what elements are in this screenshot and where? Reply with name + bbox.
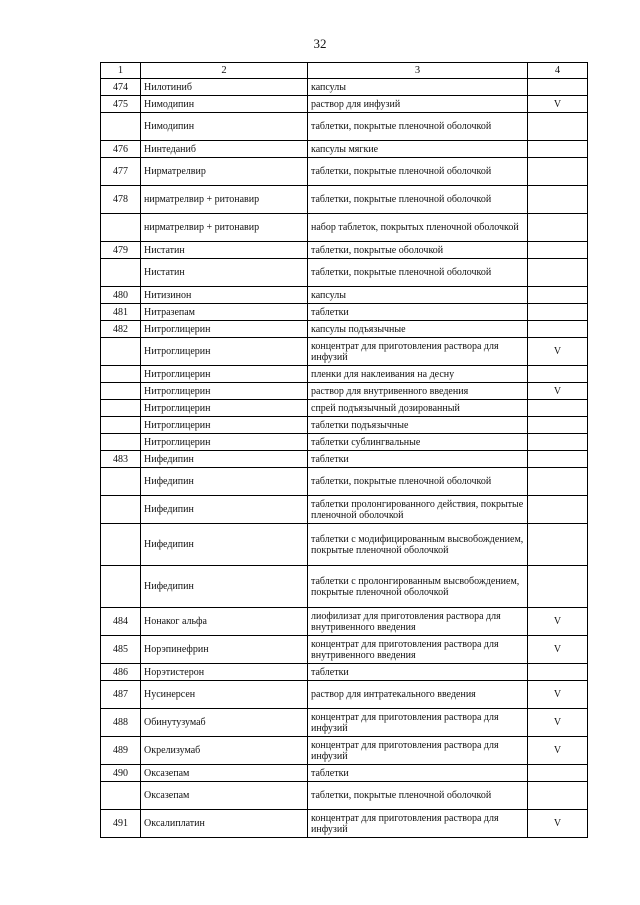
dosage-form: таблетки, покрытые пленочной оболочкой — [308, 113, 528, 141]
table-row — [101, 400, 588, 417]
dosage-form: пленки для наклеивания на десну — [308, 366, 528, 383]
table-row — [101, 737, 588, 765]
table-row — [101, 383, 588, 400]
table-row — [101, 468, 588, 496]
header-cell-4: 4 — [528, 63, 588, 79]
mark-cell — [528, 113, 588, 141]
mark-cell: V — [528, 681, 588, 709]
mark-cell: V — [528, 383, 588, 400]
table-row — [101, 321, 588, 338]
row-number — [101, 338, 141, 366]
row-number: 474 — [101, 79, 141, 96]
table-row — [101, 496, 588, 524]
dosage-form: таблетки, покрытые пленочной оболочкой — [308, 468, 528, 496]
dosage-form: таблетки — [308, 451, 528, 468]
table-row — [101, 158, 588, 186]
dosage-form: спрей подъязычный дозированный — [308, 400, 528, 417]
dosage-form: раствор для инфузий — [308, 96, 528, 113]
row-number: 491 — [101, 810, 141, 838]
table-row — [101, 96, 588, 113]
table-row — [101, 417, 588, 434]
dosage-form: таблетки подъязычные — [308, 417, 528, 434]
mark-cell: V — [528, 338, 588, 366]
table-row — [101, 304, 588, 321]
mark-cell — [528, 321, 588, 338]
dosage-form: набор таблеток, покрытых пленочной оболочкой — [308, 214, 528, 242]
mark-cell — [528, 400, 588, 417]
table-row — [101, 186, 588, 214]
mark-cell — [528, 287, 588, 304]
row-number: 478 — [101, 186, 141, 214]
mark-cell: V — [528, 608, 588, 636]
row-number: 484 — [101, 608, 141, 636]
table-row — [101, 608, 588, 636]
drug-name: Обинутузумаб — [141, 709, 308, 737]
drug-name: Нитроглицерин — [141, 338, 308, 366]
row-number: 486 — [101, 664, 141, 681]
drug-name: Нимодипин — [141, 96, 308, 113]
table-row — [101, 287, 588, 304]
drug-name: нирматрелвир + ритонавир — [141, 186, 308, 214]
drug-name: Нифедипин — [141, 496, 308, 524]
mark-cell — [528, 434, 588, 451]
dosage-form: таблетки, покрытые оболочкой — [308, 242, 528, 259]
drug-name: Нитроглицерин — [141, 400, 308, 417]
mark-cell — [528, 782, 588, 810]
mark-cell: V — [528, 709, 588, 737]
row-number — [101, 113, 141, 141]
drug-name: Нифедипин — [141, 451, 308, 468]
mark-cell — [528, 158, 588, 186]
table-row — [101, 113, 588, 141]
table-row — [101, 636, 588, 664]
row-number — [101, 383, 141, 400]
row-number: 488 — [101, 709, 141, 737]
row-number — [101, 496, 141, 524]
dosage-form: капсулы мягкие — [308, 141, 528, 158]
dosage-form: концентрат для приготовления раствора для инфузий — [308, 810, 528, 838]
drug-name: Нилотиниб — [141, 79, 308, 96]
mark-cell — [528, 468, 588, 496]
drug-name: Нитроглицерин — [141, 417, 308, 434]
table-row — [101, 782, 588, 810]
row-number — [101, 366, 141, 383]
drug-name: Нистатин — [141, 242, 308, 259]
dosage-form: таблетки, покрытые пленочной оболочкой — [308, 259, 528, 287]
mark-cell — [528, 366, 588, 383]
table-row — [101, 214, 588, 242]
row-number: 481 — [101, 304, 141, 321]
mark-cell — [528, 765, 588, 782]
dosage-form: лиофилизат для приготовления раствора для внутривенного введения — [308, 608, 528, 636]
drug-name: Оксалиплатин — [141, 810, 308, 838]
row-number: 477 — [101, 158, 141, 186]
mark-cell: V — [528, 810, 588, 838]
page-number: 32 — [313, 36, 327, 51]
table-row — [101, 566, 588, 608]
drug-name: Нирматрелвир — [141, 158, 308, 186]
drug-name: Нитроглицерин — [141, 434, 308, 451]
dosage-form: концентрат для приготовления раствора для инфузий — [308, 709, 528, 737]
drug-name: Норэтистерон — [141, 664, 308, 681]
drug-name: Нонаког альфа — [141, 608, 308, 636]
table-row — [101, 338, 588, 366]
mark-cell — [528, 417, 588, 434]
header-cell-1: 1 — [101, 63, 141, 79]
row-number: 485 — [101, 636, 141, 664]
dosage-form: раствор для внутривенного введения — [308, 383, 528, 400]
mark-cell — [528, 141, 588, 158]
dosage-form: капсулы — [308, 287, 528, 304]
drug-name: Нифедипин — [141, 468, 308, 496]
row-number — [101, 400, 141, 417]
drug-name: Оксазепам — [141, 765, 308, 782]
dosage-form: раствор для интратекального введения — [308, 681, 528, 709]
table-row — [101, 765, 588, 782]
mark-cell — [528, 496, 588, 524]
header-row — [101, 63, 588, 79]
table-row — [101, 451, 588, 468]
mark-cell: V — [528, 96, 588, 113]
drug-name: Нитроглицерин — [141, 366, 308, 383]
mark-cell — [528, 186, 588, 214]
mark-cell — [528, 214, 588, 242]
row-number: 483 — [101, 451, 141, 468]
dosage-form: концентрат для приготовления раствора для внутривенного введения — [308, 636, 528, 664]
row-number: 490 — [101, 765, 141, 782]
mark-cell — [528, 566, 588, 608]
row-number: 487 — [101, 681, 141, 709]
dosage-form: концентрат для приготовления раствора для инфузий — [308, 737, 528, 765]
dosage-form: таблетки с модифицированным высвобождением, покрытые пленочной оболочкой — [308, 524, 528, 566]
dosage-form: таблетки — [308, 765, 528, 782]
table-row — [101, 664, 588, 681]
dosage-form: таблетки, покрытые пленочной оболочкой — [308, 186, 528, 214]
table-row — [101, 79, 588, 96]
table-row — [101, 709, 588, 737]
row-number — [101, 417, 141, 434]
dosage-form: таблетки, покрытые пленочной оболочкой — [308, 782, 528, 810]
row-number — [101, 434, 141, 451]
drug-name: Нитизинон — [141, 287, 308, 304]
mark-cell: V — [528, 737, 588, 765]
mark-cell — [528, 304, 588, 321]
dosage-form: таблетки — [308, 304, 528, 321]
mark-cell — [528, 451, 588, 468]
drug-name: Нитроглицерин — [141, 383, 308, 400]
row-number — [101, 214, 141, 242]
header-cell-2: 2 — [141, 63, 308, 79]
dosage-form: таблетки сублингвальные — [308, 434, 528, 451]
row-number — [101, 782, 141, 810]
drug-name: Оксазепам — [141, 782, 308, 810]
dosage-form: концентрат для приготовления раствора для инфузий — [308, 338, 528, 366]
dosage-form: капсулы подъязычные — [308, 321, 528, 338]
table-row — [101, 366, 588, 383]
table-row — [101, 524, 588, 566]
row-number: 480 — [101, 287, 141, 304]
dosage-form: таблетки — [308, 664, 528, 681]
mark-cell — [528, 664, 588, 681]
table-row — [101, 259, 588, 287]
table-row — [101, 434, 588, 451]
row-number: 489 — [101, 737, 141, 765]
table-body — [101, 63, 588, 838]
dosage-form: таблетки, покрытые пленочной оболочкой — [308, 158, 528, 186]
drug-name: Нитроглицерин — [141, 321, 308, 338]
header-cell-3: 3 — [308, 63, 528, 79]
drug-name: Нифедипин — [141, 566, 308, 608]
drug-name: Нистатин — [141, 259, 308, 287]
table-row — [101, 242, 588, 259]
drug-name: Нинтеданиб — [141, 141, 308, 158]
drug-name: Нимодипин — [141, 113, 308, 141]
table-row — [101, 681, 588, 709]
table-row — [101, 141, 588, 158]
drug-table — [100, 62, 588, 838]
row-number — [101, 259, 141, 287]
mark-cell — [528, 259, 588, 287]
row-number: 476 — [101, 141, 141, 158]
mark-cell — [528, 79, 588, 96]
row-number — [101, 566, 141, 608]
dosage-form: капсулы — [308, 79, 528, 96]
row-number — [101, 524, 141, 566]
drug-name: Норэпинефрин — [141, 636, 308, 664]
table-row — [101, 810, 588, 838]
dosage-form: таблетки пролонгированного действия, покрытые пленочной оболочкой — [308, 496, 528, 524]
dosage-form: таблетки с пролонгированным высвобождением, покрытые пленочной оболочкой — [308, 566, 528, 608]
drug-name: Окрелизумаб — [141, 737, 308, 765]
drug-name: Нусинерсен — [141, 681, 308, 709]
row-number: 479 — [101, 242, 141, 259]
mark-cell: V — [528, 636, 588, 664]
drug-name: Нифедипин — [141, 524, 308, 566]
row-number: 475 — [101, 96, 141, 113]
mark-cell — [528, 242, 588, 259]
mark-cell — [528, 524, 588, 566]
row-number: 482 — [101, 321, 141, 338]
row-number — [101, 468, 141, 496]
drug-name: Нитразепам — [141, 304, 308, 321]
drug-name: нирматрелвир + ритонавир — [141, 214, 308, 242]
